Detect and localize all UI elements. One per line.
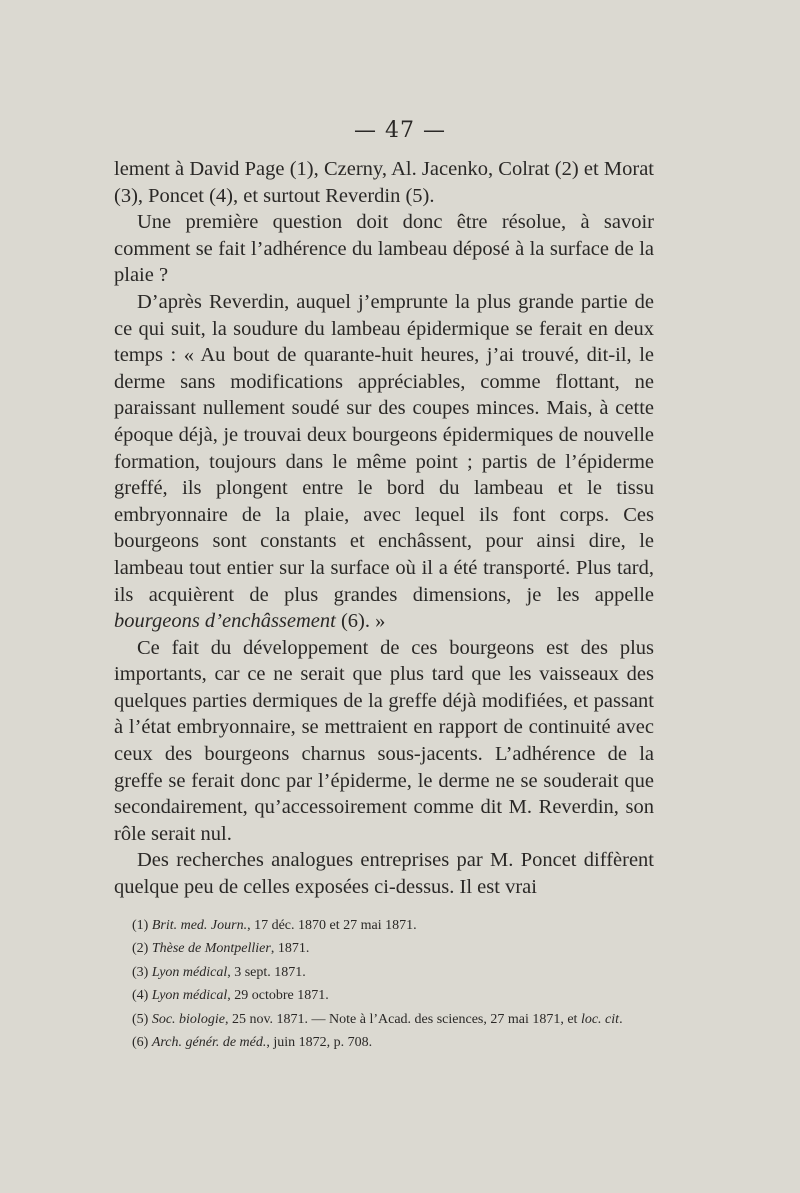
footnote [118,937,654,960]
footnote-source: Soc. biologie [151,1011,225,1027]
paragraph: Des recherches analogues entreprises par M. Poncet diffèrent quelque peu de celles exposées ci-dessus. Il est vrai [114,849,654,899]
footnote [118,961,654,984]
footnote-text: , 29 octobre 1871. [227,988,329,1004]
footnote-number: (3) [132,964,149,980]
footnote-source: Arch. génér. de méd. [151,1035,267,1051]
paragraph: Une première question doit donc être résolue, à savoir comment se fait l’adhérence du lambeau déposé à la surface de la plaie ? [114,211,654,287]
footnote-text: , 1871. [270,941,310,957]
footnote-text: , 17 déc. 1870 et 27 mai 1871. [247,918,417,933]
paragraph-text: (6). » [335,610,386,633]
footnote-number: (6) [132,1035,149,1051]
footnote-source: Lyon médical [151,988,228,1004]
footnote-source: Lyon médical [151,964,228,980]
footnote-source: loc. cit [580,1011,620,1027]
footnote-source: Brit. med. Journ. [151,918,248,933]
footnote-number: (4) [132,988,149,1004]
page-number: — 47 — [354,118,446,143]
footnote [118,984,654,1007]
footnote-number: (2) [132,941,149,957]
italic-term: bourgeons d’enchâssement [114,610,336,633]
footnote-text: , juin 1872, p. 708. [266,1035,373,1051]
footnote-source: Thèse de Montpellier [151,941,271,957]
footnote-text: , 3 sept. 1871. [227,964,306,980]
paragraph-quote [114,289,654,635]
paragraph-continuation: lement à David Page (1), Czerny, Al. Jacenko, Colrat (2) et Morat (3), Poncet (4), et surtout Reverdin (5). [114,158,654,207]
footnotes [118,914,654,1054]
footnote-number: (1) [132,918,149,933]
footnote [118,1031,654,1054]
footnote-number: (5) [132,1011,149,1027]
body-text [114,156,654,901]
footnote [118,1008,654,1031]
footnote [118,914,654,937]
paragraph: Ce fait du développement de ces bourgeons est des plus importants, car ce ne serait que plus tard que les vaisseaux des quelques parties dermiques de la greffe déjà modifiées, et passant à l’état embryonnaire, se mettraient en rapport de continuité avec ceux des bourgeons charnus sous-jacents. L’adhérence de la greffe se ferait donc par l’épiderme, le derme ne se souderait que secondairement, qu’accessoirement comme dit M. Reverdin, son rôle serait nul. [114,636,654,845]
paragraph-text: D’après Reverdin, auquel j’emprunte la plus grande partie de ce qui suit, la soudure du lambeau épidermique se ferait en deux temps : « Au bout de quarante-huit heures, j’ai trouvé, dit-il, le derme sans modifications appréciables, comme flottant, ne paraissant nullement soudé sur des coupes minces. Mais, à cette époque déjà, je trouvai deux bourgeons épidermiques de nouvelle formation, toujours dans le même point ; partis de l’épiderme greffé, ils plongent entre le bord du lambeau et le tissu embryonnaire de la plaie, avec lequel ils font corps. Ces bourgeons sont constants et enchâssent, pour ainsi dire, le lambeau tout entier sur la surface où il a été transporté. Plus tard, ils acquièrent de plus grandes dimensions, je les appelle [114,290,654,606]
footnote-text: . [619,1011,623,1027]
footnote-text: , 25 nov. 1871. — Note à l’Acad. des sciences, 27 mai 1871, et [224,1011,581,1027]
